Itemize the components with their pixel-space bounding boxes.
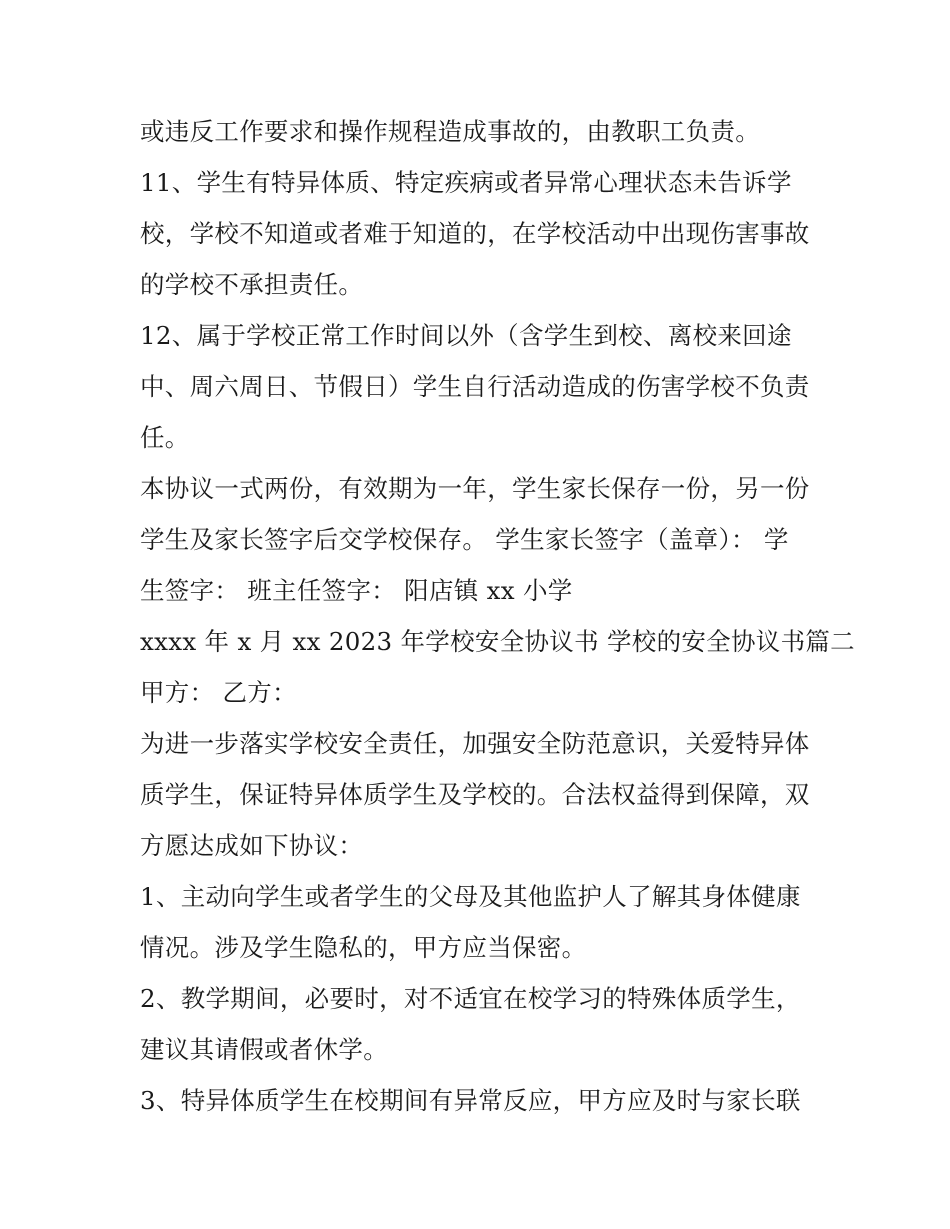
text-line: 生签字： 班主任签字： 阳店镇 xx 小学 — [140, 576, 573, 605]
text-line: 3、特异体质学生在校期间有异常反应，甲方应及时与家长联 — [140, 1086, 801, 1115]
text-line: 甲方： 乙方： — [140, 678, 297, 707]
text-line: 1、主动向学生或者学生的父母及其他监护人了解其身体健康 — [140, 882, 801, 911]
text-line: 或违反工作要求和操作规程造成事故的，由教职工负责。 — [140, 117, 760, 146]
text-line: 学生及家长签字后交学校保存。 学生家长签字（盖章）： 学 — [140, 525, 789, 554]
text-line: 12、属于学校正常工作时间以外（含学生到校、离校来回途 — [140, 321, 792, 350]
text-line: 为进一步落实学校安全责任，加强安全防范意识，关爱特异体 — [140, 729, 810, 758]
text-line: 本协议一式两份，有效期为一年，学生家长保存一份，另一份 — [140, 474, 810, 503]
text-line: 校，学校不知道或者难于知道的，在学校活动中出现伤害事故 — [140, 219, 810, 248]
text-line: xxxx 年 x 月 xx 2023 年学校安全协议书 学校的安全协议书篇二 — [140, 627, 855, 656]
text-line: 2、教学期间，必要时，对不适宜在校学习的特殊体质学生， — [140, 984, 801, 1013]
text-line: 建议其请假或者休学。 — [140, 1035, 388, 1064]
text-line: 情况。涉及学生隐私的，甲方应当保密。 — [140, 933, 587, 962]
text-line: 的学校不承担责任。 — [140, 270, 364, 299]
document-body — [140, 106, 855, 1126]
text-line: 任。 — [140, 423, 190, 452]
text-line: 11、学生有特异体质、特定疾病或者异常心理状态未告诉学 — [140, 168, 792, 197]
text-line: 中、周六周日、节假日）学生自行活动造成的伤害学校不负责 — [140, 372, 810, 401]
text-line: 质学生，保证特异体质学生及学校的。合法权益得到保障，双 — [140, 780, 810, 809]
text-line: 方愿达成如下协议： — [140, 831, 364, 860]
